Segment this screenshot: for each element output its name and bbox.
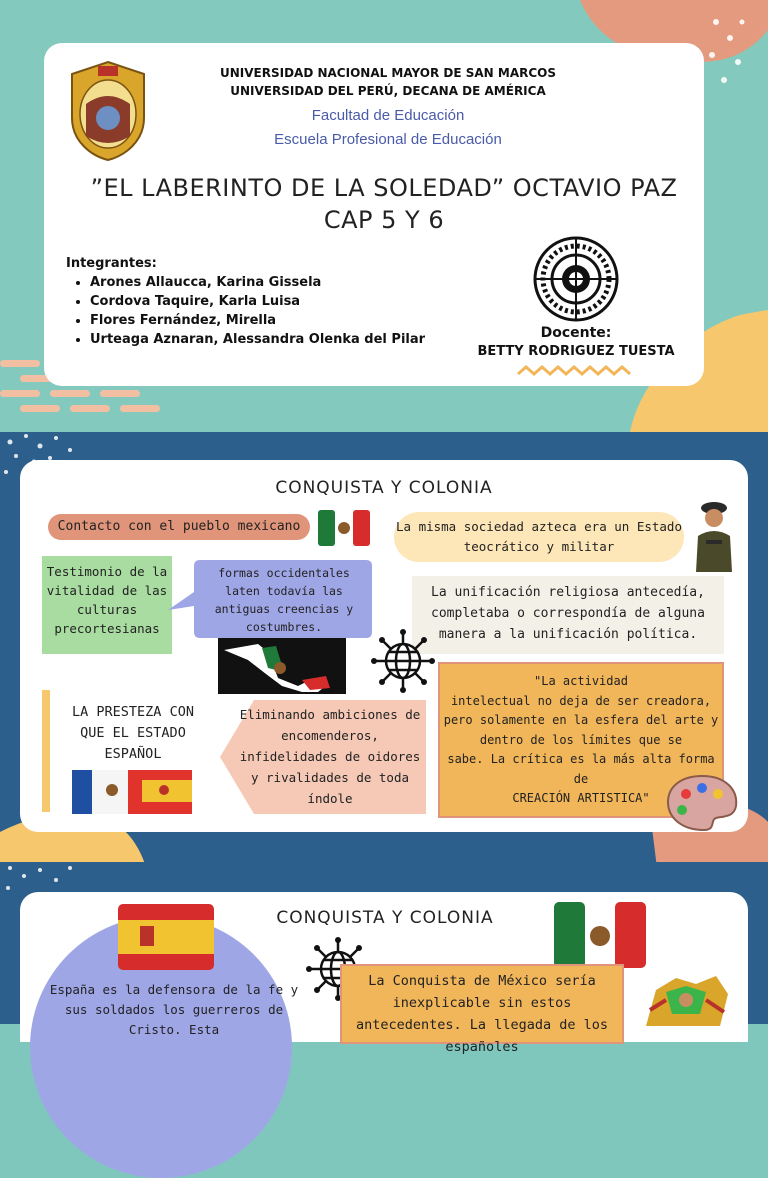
contacto-pill: Contacto con el pueblo mexicano bbox=[48, 514, 310, 540]
title-line-2: CAP 5 Y 6 bbox=[323, 206, 445, 234]
university-line-2: UNIVERSIDAD DEL PERÚ, DECANA DE AMÉRICA bbox=[230, 84, 546, 98]
member-item: • Urteaga Aznaran, Alessandra Olenka del Pilar bbox=[90, 332, 486, 347]
formas-note: formas occidentales laten todavía las antiguas creencias y costumbres. bbox=[214, 566, 354, 634]
eliminando-note: Eliminando ambiciones de encomenderos, infidelidades de oidores y rivalidades de toda índole bbox=[239, 707, 421, 806]
unificacion-note: La unificación religiosa antecedía, completaba o correspondía de alguna manera a la unificación política. bbox=[431, 585, 705, 642]
quote-line: pero solamente en la esfera del arte y bbox=[443, 713, 719, 727]
cover-slide bbox=[0, 0, 768, 432]
slide-title: CONQUISTA Y COLONIA bbox=[275, 478, 493, 498]
quote-line: sabe. La crítica es la más alta forma bbox=[447, 752, 715, 766]
aztec-warrior-image bbox=[636, 970, 736, 1026]
document-title bbox=[60, 172, 708, 236]
soldier-figure-icon bbox=[686, 500, 742, 572]
slide-conquista-2 bbox=[0, 862, 768, 1055]
quote-line: "La actividad bbox=[534, 674, 628, 688]
team-members bbox=[66, 256, 486, 351]
member-item: • Flores Fernández, Mirella bbox=[90, 313, 486, 328]
member-item: • Cordova Taquire, Karla Luisa bbox=[90, 294, 486, 309]
school-name: Escuela Profesional de Educación bbox=[274, 131, 502, 148]
conquista-note: La Conquista de México sería inexplicable sin estos antecedentes. La llegada de los españoles bbox=[340, 964, 624, 1044]
paint-palette-icon bbox=[664, 772, 740, 834]
quote-line: CREACIÓN ARTISTICA" bbox=[512, 791, 650, 805]
espana-note: España es la defensora de la fe y sus soldados los guerreros de Cristo. Esta bbox=[49, 982, 299, 1037]
university-line-1: UNIVERSIDAD NACIONAL MAYOR DE SAN MARCOS bbox=[220, 66, 556, 80]
mexico-spain-flags-image bbox=[72, 770, 192, 814]
title-line-1: ”EL LABERINTO DE LA SOLEDAD” OCTAVIO PAZ bbox=[90, 174, 678, 202]
mexico-map-image bbox=[218, 638, 346, 694]
quote-line: de bbox=[573, 771, 589, 786]
spain-flag-icon bbox=[118, 904, 214, 970]
member-item: • Arones Allaucca, Karina Gissela bbox=[90, 275, 486, 290]
sociedad-note: La misma sociedad azteca era un Estado teocrático y militar bbox=[394, 512, 684, 562]
university-seal-logo bbox=[64, 58, 152, 162]
docente-label: Docente: bbox=[540, 325, 612, 341]
team-heading: Integrantes: bbox=[66, 256, 157, 271]
members-list bbox=[66, 275, 486, 347]
quote-line: intelectual no deja de ser creadora, bbox=[450, 693, 712, 708]
mexico-flag-icon bbox=[554, 902, 646, 968]
mexico-flag-icon bbox=[318, 510, 370, 546]
slide-conquista-1 bbox=[0, 432, 768, 892]
aztec-calendar-icon bbox=[533, 236, 619, 322]
testimonio-note: Testimonio de la vitalidad de las culturas precortesianas bbox=[42, 556, 172, 654]
accent-bar bbox=[42, 690, 50, 812]
globe-network-icon bbox=[370, 628, 436, 694]
quote-line: dentro de los límites que se bbox=[479, 732, 683, 747]
zigzag-ornament bbox=[516, 364, 636, 378]
docente-name: BETTY RODRIGUEZ TUESTA bbox=[477, 344, 675, 359]
presteza-note: LA PRESTEZA CON QUE EL ESTADO ESPAÑOL bbox=[72, 704, 194, 762]
slide-title: CONQUISTA Y COLONIA bbox=[276, 908, 494, 928]
faculty-name: Facultad de Educación bbox=[311, 107, 465, 124]
